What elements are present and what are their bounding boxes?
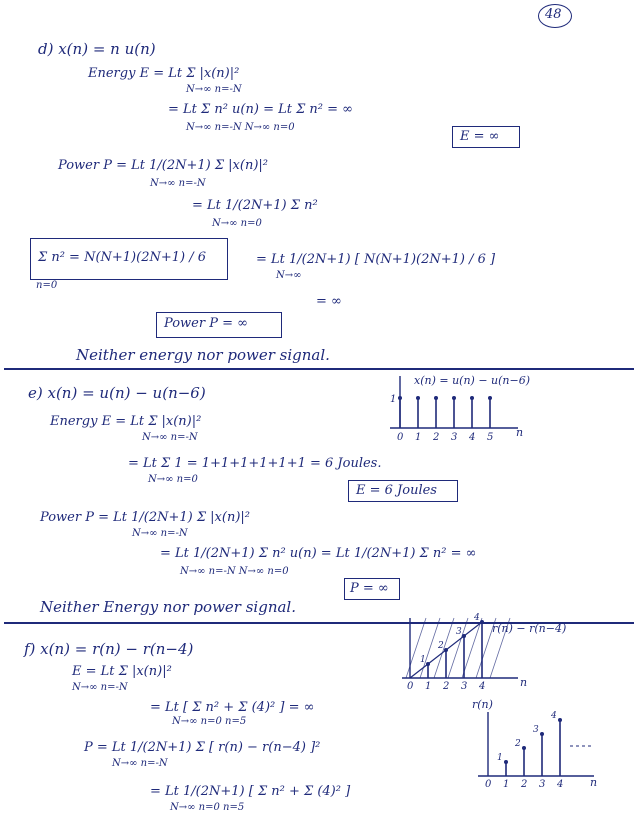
d-energy-line-1: Energy E = Lt Σ |x(n)|² [88,66,240,81]
f-plot1-title: r(n) − r(n−4) [492,622,567,635]
d-power-line-3: = Lt 1/(2N+1) [ N(N+1)(2N+1) / 6 ] [256,252,496,267]
e-tick-4: 4 [469,432,476,443]
f-plot1-tick-4: 4 [479,681,486,690]
f-power-line-1-limits: N→∞ n=-N [112,758,168,769]
e-power-line-2: = Lt 1/(2N+1) Σ n² u(n) = Lt 1/(2N+1) Σ n² = ∞ [160,546,477,561]
d-power-line-2-limits: N→∞ n=0 [212,218,262,229]
f-plot1-value-2: 2 [438,641,444,651]
e-stem-tip-4 [470,396,474,400]
e-heading: e) x(n) = u(n) − u(n−6) [28,384,206,402]
e-tick-3: 3 [451,432,458,443]
f-plot2-stem-tip-3 [540,732,544,736]
f-power-line-1: P = Lt 1/(2N+1) Σ [ r(n) − r(n−4) ]² [84,740,321,755]
f-plot2-tick-2: 2 [521,779,528,790]
e-energy-line-2: = Lt Σ 1 = 1+1+1+1+1+1 = 6 Joules. [128,456,382,471]
f-plot2-title: r(n) [472,698,493,711]
f-energy-line-2: = Lt [ Σ n² + Σ (4)² ] = ∞ [150,700,315,715]
d-energy-result: E = ∞ [460,129,500,144]
e-stem-tip-5 [488,396,492,400]
f-plot1-value-3: 3 [456,627,462,637]
d-power-line-1-limits: N→∞ n=-N [150,178,206,189]
e-power-line-2-limits: N→∞ n=-N N→∞ n=0 [180,566,289,577]
e-energy-line-2-limits: N→∞ n=0 [148,474,198,485]
f-plot1-axis-label: n [520,676,528,689]
f-energy-line-1: E = Lt Σ |x(n)|² [72,664,172,679]
f-heading: f) x(n) = r(n) − r(n−4) [24,640,194,658]
divider-d-e [4,368,634,370]
e-tick-5: 5 [487,432,494,443]
f-plot2-stem-tip-1 [504,760,508,764]
f-energy-line-1-limits: N→∞ n=-N [72,682,128,693]
f-plot2-stem-tip-2 [522,746,526,750]
f-plot2-tick-4: 4 [557,779,564,790]
e-power-result: P = ∞ [350,581,389,596]
d-energy-line-1-limits: N→∞ n=-N [186,84,242,95]
e-stem-tip-1 [416,396,420,400]
page-number: 48 [545,7,562,22]
e-tick-1: 1 [415,432,422,443]
f-plot2-tick-3: 3 [539,779,546,790]
d-identity: Σ n² = N(N+1)(2N+1) / 6 [38,250,206,265]
f-plot2-tick-1: 1 [503,779,510,790]
f-plot-ramp [470,694,606,790]
d-power-line-3-limits: N→∞ [276,270,302,281]
e-stem-tip-3 [452,396,456,400]
d-power-line-1: Power P = Lt 1/(2N+1) Σ |x(n)|² [58,158,268,173]
f-plot1-tick-3: 3 [461,681,468,690]
e-power-line-1-limits: N→∞ n=-N [132,528,188,539]
f-plot1-tick-0: 0 [407,681,414,690]
f-plot2-axis-label: n [590,776,598,789]
e-conclusion: Neither Energy nor power signal. [40,598,296,616]
f-plot2-value-2: 2 [515,739,521,749]
d-energy-line-2: = Lt Σ n² u(n) = Lt Σ n² = ∞ [168,102,353,117]
f-plot-difference [396,598,592,690]
f-energy-line-2-limits: N→∞ n=0 n=5 [172,716,247,727]
d-power-line-4: = ∞ [316,294,342,309]
d-heading: d) x(n) = n u(n) [38,40,156,58]
d-conclusion: Neither energy nor power signal. [76,346,330,364]
f-plot1-tick-1: 1 [425,681,432,690]
d-energy-line-2-limits: N→∞ n=-N N→∞ n=0 [186,122,295,133]
e-plot-axis-label: n [516,426,524,439]
e-plot-title: x(n) = u(n) − u(n−6) [414,374,531,387]
e-stem-tip-2 [434,396,438,400]
f-plot1-value-4: 4 [474,613,480,623]
f-plot1-tick-2: 2 [443,681,450,690]
d-power-result: Power P = ∞ [164,316,248,331]
e-energy-line-1: Energy E = Lt Σ |x(n)|² [50,414,202,429]
d-power-line-2: = Lt 1/(2N+1) Σ n² [192,198,318,213]
f-power-line-2-limits: N→∞ n=0 n=5 [170,802,245,813]
f-plot2-value-3: 3 [533,725,539,735]
f-plot2-tick-0: 0 [485,779,492,790]
e-tick-0: 0 [397,432,404,443]
f-plot2-value-4: 4 [551,711,557,721]
d-identity-limits: n=0 [36,280,58,291]
f-plot1-value-1: 1 [420,655,426,665]
f-plot2-stem-tip-4 [558,718,562,722]
e-power-line-1: Power P = Lt 1/(2N+1) Σ |x(n)|² [40,510,250,525]
e-plot-y-value: 1 [390,394,397,405]
e-energy-result: E = 6 Joules [356,483,437,498]
e-energy-line-1-limits: N→∞ n=-N [142,432,198,443]
e-tick-2: 2 [433,432,440,443]
e-stem-plot [378,372,538,446]
e-stem-tip-0 [398,396,402,400]
f-plot2-value-1: 1 [497,753,503,763]
f-power-line-2: = Lt 1/(2N+1) [ Σ n² + Σ (4)² ] [150,784,351,799]
